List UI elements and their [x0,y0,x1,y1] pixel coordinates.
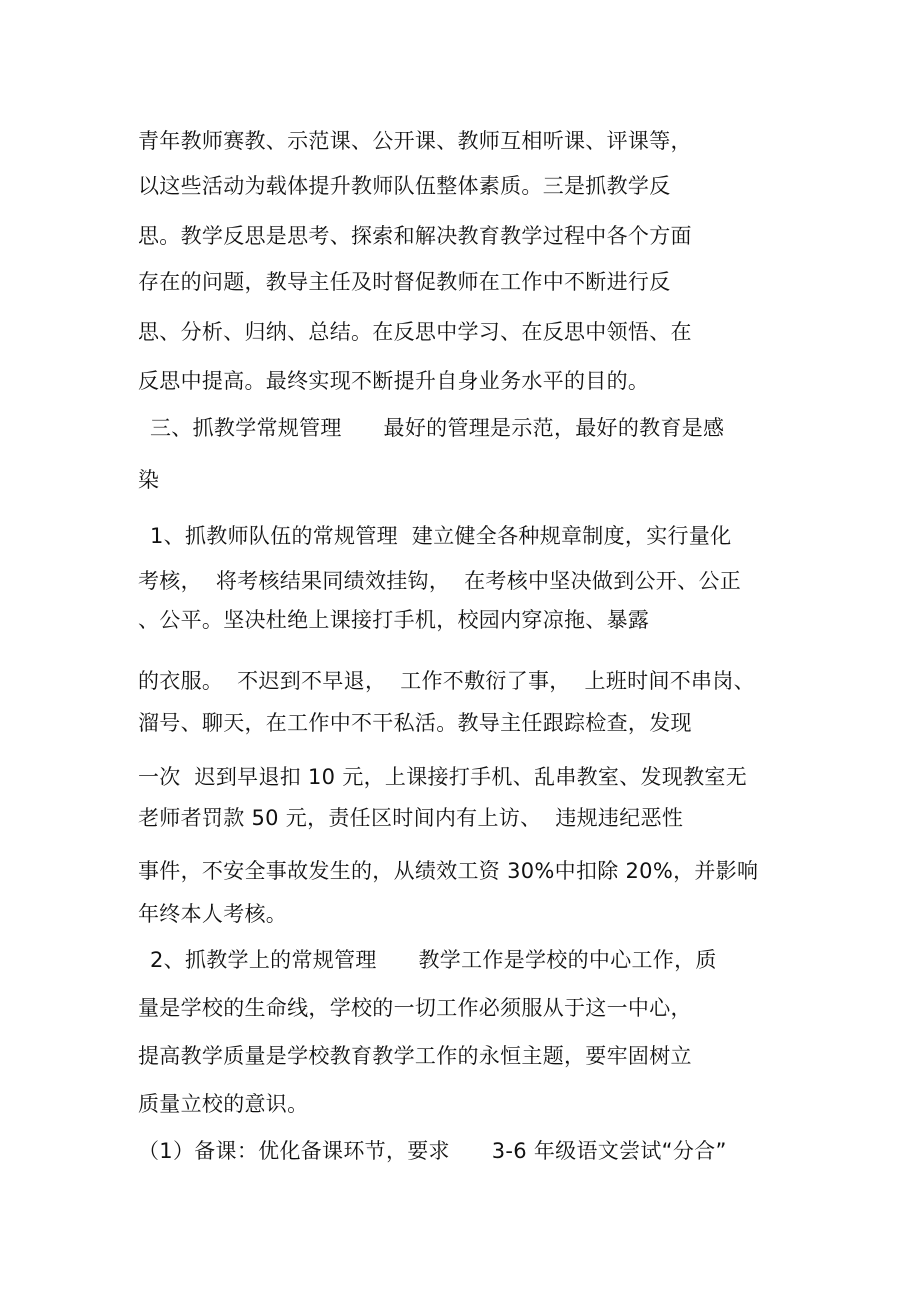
text-line: 溜号、聊天，在工作中不干私活。教导主任跟踪检查，发现 [138,711,692,735]
text-line: 思、分析、归纳、总结。在反思中学习、在反思中领悟、在 [138,320,692,344]
text-line: 染 [138,468,160,492]
text-line: 、公平。坚决杜绝上课接打手机，校园内穿凉拖、暴露 [138,608,650,632]
text-line: 年终本人考核。 [138,902,288,926]
text-line: 质量立校的意识。 [138,1092,309,1116]
text-line: 考核， 将考核结果同绩效挂钩， 在考核中坚决做到公开、公正 [138,569,741,593]
subsection-heading: 2、抓教学上的常规管理 教学工作是学校的中心工作，质 [150,948,717,972]
text-line: 存在的问题，教导主任及时督促教师在工作中不断进行反 [138,270,671,294]
text-line: （1）备课：优化备课环节，要求 3-6 年级语文尝试“分合” [138,1139,727,1163]
text-line: 反思中提高。最终实现不断提升自身业务水平的目的。 [138,369,650,393]
text-line: 提高教学质量是学校教育教学工作的永恒主题，要牢固树立 [138,1044,692,1068]
text-line: 的衣服。 不迟到不早退， 工作不敷衍了事， 上班时间不串岗、 [138,669,755,693]
text-line: 事件，不安全事故发生的，从绩效工资 30%中扣除 20%，并影响 [138,859,759,883]
text-line: 老师者罚款 50 元，责任区时间内有上访、 违规违纪恶性 [138,806,684,830]
text-line: 一次 迟到早退扣 10 元，上课接打手机、乱串教室、发现教室无 [138,765,748,789]
text-line: 以这些活动为载体提升教师队伍整体素质。三是抓教学反 [138,174,671,198]
text-line: 量是学校的生命线，学校的一切工作必须服从于这一中心， [138,996,692,1020]
subsection-heading: 1、抓教师队伍的常规管理 建立健全各种规章制度，实行量化 [150,524,732,548]
text-line: 青年教师赛教、示范课、公开课、教师互相听课、评课等， [138,129,692,153]
section-heading: 三、抓教学常规管理 最好的管理是示范，最好的教育是感 [150,416,725,440]
text-line: 思。教学反思是思考、探索和解决教育教学过程中各个方面 [138,224,692,248]
